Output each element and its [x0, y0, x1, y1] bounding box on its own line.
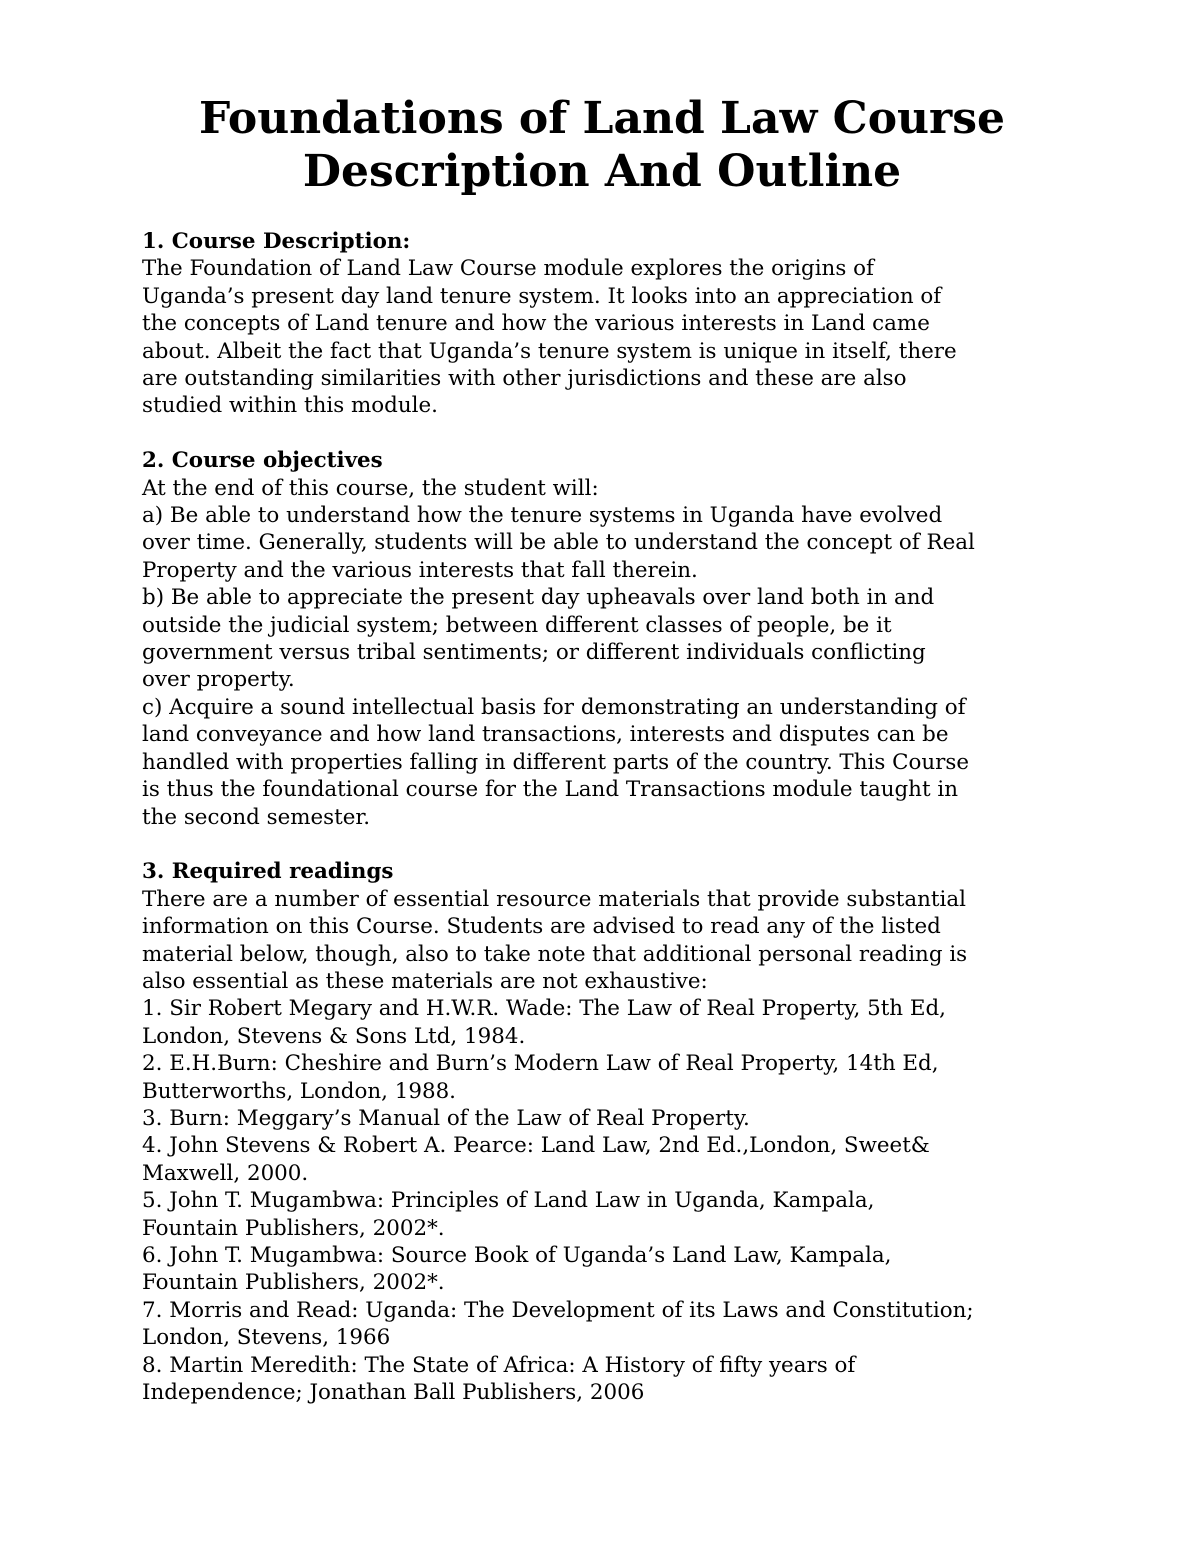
paragraph-line: also essential as these materials are not exhaustive: — [142, 968, 708, 994]
reading-list-item: Butterworths, London, 1988. — [142, 1078, 456, 1104]
reading-list-item: London, Stevens, 1966 — [142, 1325, 391, 1351]
paragraph-line: There are a number of essential resource materials that provide substantial — [142, 886, 966, 912]
paragraph-line: over time. Generally, students will be able to understand the concept of Real — [142, 530, 975, 556]
section-heading: 2. Course objectives — [142, 448, 383, 474]
paragraph-line: studied within this module. — [142, 393, 438, 419]
reading-list-item: 8. Martin Meredith: The State of Africa: A History of fifty years of — [142, 1352, 856, 1378]
reading-list-item: 7. Morris and Read: Uganda: The Development of its Laws and Constitution; — [142, 1297, 974, 1323]
section-spacer — [142, 831, 1062, 858]
paragraph-line: Property and the various interests that fall therein. — [142, 557, 698, 583]
section-course-objectives — [142, 447, 1062, 831]
section-spacer — [142, 420, 1062, 447]
paragraph-line: over property. — [142, 667, 295, 693]
reading-list-item: 5. John T. Mugambwa: Principles of Land Law in Uganda, Kampala, — [142, 1188, 875, 1214]
paragraph-line: are outstanding similarities with other jurisdictions and these are also — [142, 366, 907, 392]
paragraph-line: information on this Course. Students are advised to read any of the listed — [142, 914, 941, 940]
reading-list-item: 3. Burn: Meggary’s Manual of the Law of Real Property. — [142, 1105, 750, 1131]
reading-list-item: Fountain Publishers, 2002*. — [142, 1270, 445, 1296]
paragraph-line: the concepts of Land tenure and how the various interests in Land came — [142, 311, 930, 337]
reading-list-item: 6. John T. Mugambwa: Source Book of Uganda’s Land Law, Kampala, — [142, 1243, 892, 1268]
paragraph-line: is thus the foundational course for the Land Transactions module taught in — [142, 777, 958, 803]
reading-list-item: Independence; Jonathan Ball Publishers, 2006 — [142, 1380, 645, 1406]
title-line: Foundations of Land Law Course — [199, 93, 1005, 144]
reading-list-item: 1. Sir Robert Megary and H.W.R. Wade: The Law of Real Property, 5th Ed, — [142, 996, 946, 1022]
paragraph-line: the second semester. — [142, 804, 371, 830]
section-course-description — [142, 228, 1062, 420]
paragraph-line: b) Be able to appreciate the present day upheavals over land both in and — [142, 585, 935, 611]
document-page — [142, 92, 1062, 1406]
paragraph-line: a) Be able to understand how the tenure systems in Uganda have evolved — [142, 503, 943, 529]
reading-list-item: Maxwell, 2000. — [142, 1160, 309, 1186]
paragraph-line: land conveyance and how land transactions, interests and disputes can be — [142, 722, 949, 748]
paragraph-line: Uganda’s present day land tenure system. It looks into an appreciation of — [142, 283, 942, 309]
paragraph-line: handled with properties falling in different parts of the country. This Course — [142, 749, 969, 775]
title-line: Description And Outline — [302, 146, 902, 197]
paragraph-line: At the end of this course, the student will: — [142, 475, 599, 501]
reading-list-item: London, Stevens & Sons Ltd, 1984. — [142, 1023, 526, 1049]
paragraph-line: c) Acquire a sound intellectual basis for demonstrating an understanding of — [142, 694, 966, 720]
reading-list-item: 2. E.H.Burn: Cheshire and Burn’s Modern Law of Real Property, 14th Ed, — [142, 1051, 939, 1077]
paragraph-line: outside the judicial system; between different classes of people, be it — [142, 612, 892, 638]
section-required-readings — [142, 858, 1062, 1406]
paragraph-line: about. Albeit the fact that Uganda’s tenure system is unique in itself, there — [142, 338, 957, 364]
paragraph-line: government versus tribal sentiments; or different individuals conflicting — [142, 640, 926, 666]
section-heading: 3. Required readings — [142, 859, 394, 885]
section-heading: 1. Course Description: — [142, 229, 411, 254]
paragraph-line: material below, though, also to take note that additional personal reading is — [142, 941, 968, 967]
paragraph-line: The Foundation of Land Law Course module explores the origins of — [142, 256, 874, 282]
document-body — [142, 228, 1062, 1406]
reading-list-item: Fountain Publishers, 2002*. — [142, 1215, 445, 1241]
document-title — [122, 92, 1082, 198]
reading-list-item: 4. John Stevens & Robert A. Pearce: Land Law, 2nd Ed.,London, Sweet& — [142, 1133, 930, 1159]
